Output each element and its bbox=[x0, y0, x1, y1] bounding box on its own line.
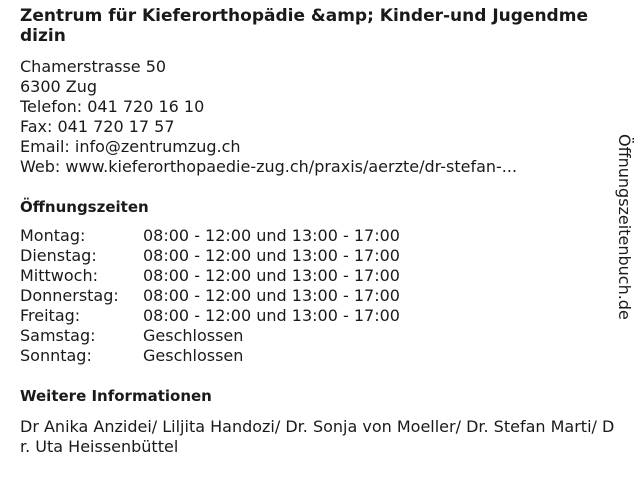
address-city: 6300 Zug bbox=[20, 77, 98, 96]
opening-hours-heading: Öffnungszeiten bbox=[20, 198, 149, 216]
business-card bbox=[20, 6, 620, 457]
hours-time: 08:00 - 12:00 und 13:00 - 17:00 bbox=[143, 246, 400, 265]
hours-time: Geschlossen bbox=[143, 326, 244, 345]
hours-day: Mittwoch: bbox=[20, 266, 98, 285]
hours-row bbox=[20, 306, 620, 326]
phone-number: Telefon: 041 720 16 10 bbox=[20, 97, 205, 116]
hours-row bbox=[20, 266, 620, 286]
hours-row bbox=[20, 246, 620, 266]
opening-hours-table bbox=[20, 226, 620, 366]
contact-block bbox=[20, 57, 620, 177]
email-address: Email: info@zentrumzug.ch bbox=[20, 137, 241, 156]
hours-row bbox=[20, 326, 620, 346]
more-info-text: Dr Anika Anzidei/ Liljita Handozi/ Dr. Sonja von Moeller/ Dr. Stefan Marti/ Dr. Uta Heissenbüttel bbox=[20, 417, 615, 456]
address-street: Chamerstrasse 50 bbox=[20, 57, 167, 76]
hours-day: Dienstag: bbox=[20, 246, 97, 265]
business-name: Zentrum für Kieferorthopädie &amp; Kinder-und Jugendmedizin bbox=[20, 6, 588, 46]
website-url: Web: www.kieferorthopaedie-zug.ch/praxis/aerzte/dr-stefan-... bbox=[20, 157, 518, 176]
hours-day: Montag: bbox=[20, 226, 86, 245]
fax-number: Fax: 041 720 17 57 bbox=[20, 117, 175, 136]
hours-day: Donnerstag: bbox=[20, 286, 119, 305]
hours-time: 08:00 - 12:00 und 13:00 - 17:00 bbox=[143, 306, 400, 325]
more-info-heading: Weitere Informationen bbox=[20, 387, 212, 405]
hours-day: Freitag: bbox=[20, 306, 81, 325]
hours-time: 08:00 - 12:00 und 13:00 - 17:00 bbox=[143, 266, 400, 285]
hours-time: Geschlossen bbox=[143, 346, 244, 365]
hours-row bbox=[20, 226, 620, 246]
hours-day: Samstag: bbox=[20, 326, 96, 345]
hours-day: Sonntag: bbox=[20, 346, 92, 365]
brand-watermark: Öffnungszeitenbuch.de bbox=[615, 134, 634, 320]
hours-row bbox=[20, 346, 620, 366]
hours-time: 08:00 - 12:00 und 13:00 - 17:00 bbox=[143, 226, 400, 245]
hours-time: 08:00 - 12:00 und 13:00 - 17:00 bbox=[143, 286, 400, 305]
hours-row bbox=[20, 286, 620, 306]
